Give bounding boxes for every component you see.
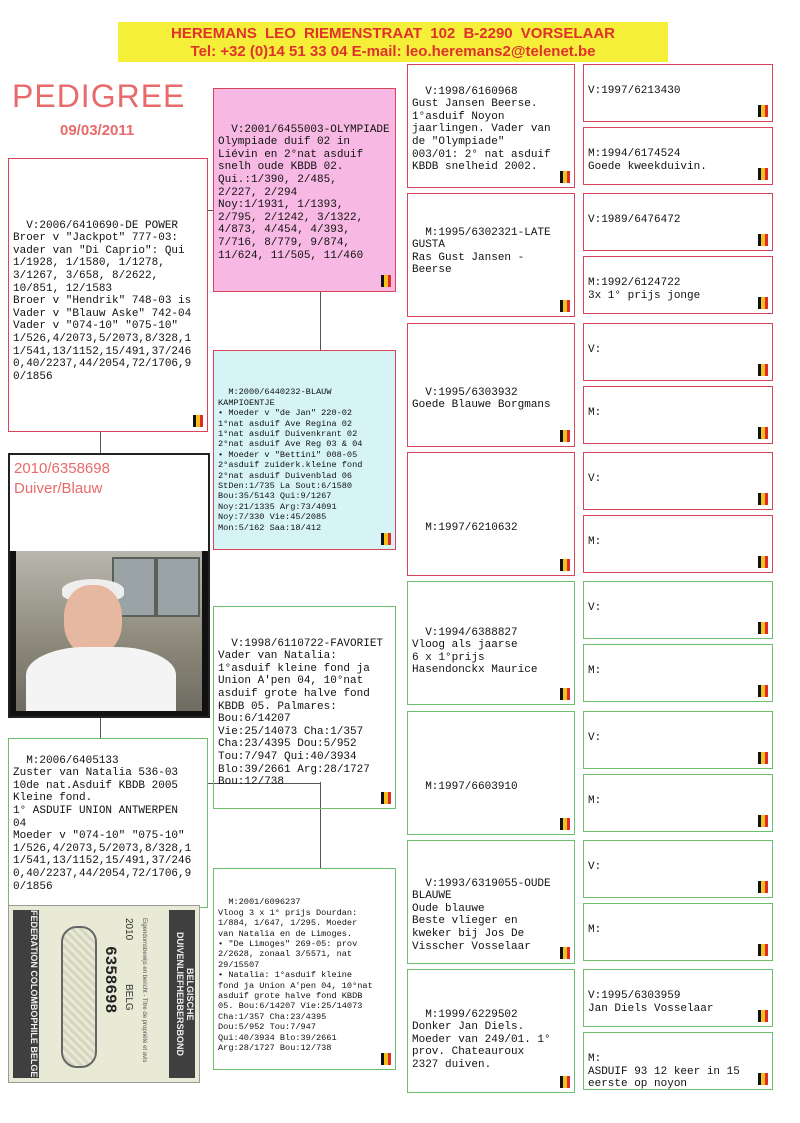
- belgian-flag-icon: [381, 792, 391, 804]
- gen4-text: V:: [588, 732, 602, 744]
- gen3-text: M:1997/6603910: [425, 780, 518, 793]
- gen4-text: V:: [588, 602, 602, 614]
- ring-certificate-card: [8, 905, 200, 1083]
- card-ring-number: 6358698: [101, 946, 119, 1014]
- gen4-box[interactable]: [583, 256, 773, 314]
- page-title: PEDIGREE: [12, 78, 186, 114]
- grandsire-paternal-text: V:2001/6455003-OLYMPIADE Olympiade duif 02 in Liévin en 2°nat asduif snelh oude KBDB 02. Qui.:1/390, 2/485, 2/227, 2/294 Noy:1/1931, 1/1393, 2/795, 2/1242, 3/1322, 4/873, 4/454, 4/393, 7/716, 8/779, 9/874, 11/624, 11/505, 11/460: [218, 123, 390, 262]
- belgian-flag-icon: [758, 493, 768, 505]
- gen3-box[interactable]: [407, 581, 575, 705]
- bird-description: Duiver/Blauw: [14, 480, 103, 497]
- gen4-text: M:: [588, 536, 602, 548]
- gen3-box[interactable]: [407, 840, 575, 964]
- gen4-box[interactable]: [583, 515, 773, 573]
- card-country: BELG: [123, 984, 134, 1011]
- face-shape: [64, 585, 122, 655]
- belgian-flag-icon: [381, 275, 391, 287]
- card-federation-strip: FEDERATION COLOMBOPHILE BELGE: [13, 910, 39, 1078]
- belgian-flag-icon: [758, 168, 768, 180]
- connector-line: [100, 432, 101, 453]
- gen4-box[interactable]: [583, 774, 773, 832]
- gen4-text: M:: [588, 924, 602, 936]
- belgian-flag-icon: [381, 533, 391, 545]
- breeder-address: HEREMANS LEO RIEMENSTRAAT 102 B-2290 VORSELAAR: [171, 25, 615, 42]
- gen4-text: V:: [588, 344, 602, 356]
- gen4-text: M:: [588, 407, 602, 419]
- card-fine-print: Eigendomsbewijs en bericht - Titre de propriété et avis: [141, 918, 147, 1063]
- gen3-text: V:1995/6303932 Goede Blauwe Borgmans: [412, 386, 551, 412]
- gen4-text: V:1997/6213430: [588, 85, 681, 97]
- belgian-flag-icon: [758, 556, 768, 568]
- gen4-text: M:: [588, 665, 602, 677]
- gen4-box[interactable]: [583, 323, 773, 381]
- pedigree-date: 09/03/2011: [60, 122, 135, 139]
- card-year: 2010: [123, 918, 134, 941]
- belgian-flag-icon: [758, 944, 768, 956]
- gen4-box[interactable]: [583, 452, 773, 510]
- gen3-box[interactable]: [407, 323, 575, 447]
- gen4-box[interactable]: [583, 644, 773, 702]
- belgian-flag-icon: [560, 1076, 570, 1088]
- gen4-box[interactable]: [583, 711, 773, 769]
- gen4-box[interactable]: [583, 127, 773, 185]
- gen4-text: M:: [588, 795, 602, 807]
- gen4-box[interactable]: [583, 840, 773, 898]
- belgian-flag-icon: [758, 752, 768, 764]
- grandsire-paternal-box[interactable]: [213, 88, 396, 292]
- card-seal: [61, 926, 97, 1068]
- gen4-text: V:1989/6476472: [588, 214, 681, 226]
- belgian-flag-icon: [758, 815, 768, 827]
- gen3-text: V:1998/6160968 Gust Jansen Beerse. 1°asduif Noyon jaarlingen. Vader van de "Olympiade" 003/01: 2° nat asduif KBDB snelheid 2002.: [412, 85, 551, 174]
- granddam-maternal-text: M:2001/6096237 Vloog 3 x 1° prijs Dourdan: 1/884, 1/647, 1/295. Moeder van Natalia en de Limoges. • "De Limoges" 269-05: prov 2/2628, zonaal 3/5571, nat 29/15507 • Natalia: 1°asduif kleine fond ja Union A'pen 04, 10°nat asduif grote halve fond KBDB 05. Bou:6/14207 Vie:25/14073 Cha:1/357 Cha:23/4395 Dou:5/952 Tou:7/947 Qui:40/3934 Blo:39/2661 Arg:28/1727 Bou:12/738: [218, 897, 373, 1054]
- breeder-contact: Tel: +32 (0)14 51 33 04 E-mail: leo.heremans2@telenet.be: [190, 43, 596, 60]
- belgian-flag-icon: [560, 559, 570, 571]
- gen3-text: M:1995/6302321-LATE GUSTA Ras Gust Jansen - Beerse: [412, 226, 551, 277]
- gen3-box[interactable]: [407, 711, 575, 835]
- belgian-flag-icon: [560, 171, 570, 183]
- granddam-paternal-box[interactable]: [213, 350, 396, 550]
- father-box[interactable]: [8, 158, 208, 432]
- photo-caption-area: [10, 455, 208, 551]
- shirt-shape: [26, 647, 176, 711]
- gen4-box[interactable]: [583, 386, 773, 444]
- gen4-text: V:: [588, 861, 602, 873]
- mother-box[interactable]: [8, 738, 208, 908]
- bird-ring-number: [14, 459, 110, 499]
- belgian-flag-icon: [758, 427, 768, 439]
- gen4-text: M:1992/6124722 3x 1° prijs jonge: [588, 277, 701, 302]
- card-bond-strip: BELGISCHE DUIVENLIEFHEBBERSBOND: [169, 910, 195, 1078]
- belgian-flag-icon: [381, 1053, 391, 1065]
- gen4-box[interactable]: [583, 1032, 773, 1090]
- belgian-flag-icon: [758, 234, 768, 246]
- gen4-text: V:: [588, 473, 602, 485]
- gen3-text: M:1999/6229502 Donker Jan Diels. Moeder van 249/01. 1° prov. Chateauroux 2327 duiven.: [412, 1008, 551, 1071]
- belgian-flag-icon: [758, 685, 768, 697]
- gen4-box[interactable]: [583, 969, 773, 1027]
- granddam-maternal-box[interactable]: [213, 868, 396, 1070]
- granddam-paternal-text: M:2000/6440232-BLAUW KAMPIOENTJE • Moeder v "de Jan" 220-02 1°nat asduif Ave Regina 02 1°nat asduif Duivenkrant 02 2°nat asduif Ave Reg 03 & 04 • Moeder v "Bettini" 008-05 2°asduif zuiderk.kleine fond 2°nat asduif Duivenblad 06 StDen:1/735 La Sout:6/1580 Bou:35/5143 Qui:9/1267 Noy:21/1335 Arg:73/4091 Noy:7/330 Vie:45/2085 Mon:5/162 Saa:18/412: [218, 387, 363, 533]
- window-shape: [156, 557, 200, 617]
- gen4-text: V:1995/6303959 Jan Diels Vosselaar: [588, 990, 714, 1015]
- belgian-flag-icon: [758, 364, 768, 376]
- mother-text: M:2006/6405133 Zuster van Natalia 536-03 10de nat.Asduif KBDB 2005 Kleine fond. 1° ASDUIF UNION ANTWERPEN 04 Moeder v "074-10" "075-10" 1/526,4/2073,5/2073,8/328,1 1/541,13/1152,15/491,37/246 0,40/2237,44/2054,72/1706,9 0/1856: [13, 754, 192, 893]
- belgian-flag-icon: [758, 622, 768, 634]
- gen3-box[interactable]: [407, 969, 575, 1093]
- father-text: V:2006/6410690-DE POWER Broer v "Jackpot" 777-03: vader van "Di Caprio": Qui 1/1928, 1/1580, 1/1278, 3/1267, 3/658, 8/2622, 10/851, 12/1583 Broer v "Hendrik" 748-03 is Vader v "Blauw Aske" 742-04 Vader v "074-10" "075-10" 1/526,4/2073,5/2073,8/328,1 1/541,13/1152,15/491,37/246 0,40/2237,44/2054,72/1706,9 0/1856: [13, 219, 192, 383]
- belgian-flag-icon: [560, 300, 570, 312]
- gen3-box[interactable]: [407, 452, 575, 576]
- belgian-flag-icon: [193, 415, 203, 427]
- gen4-box[interactable]: [583, 193, 773, 251]
- gen3-text: V:1993/6319055-OUDE BLAUWE Oude blauwe Beste vlieger en kweker bij Jos De Visscher Vosselaar: [412, 877, 551, 953]
- grandsire-maternal-text: V:1998/6110722-FAVORIET Vader van Natalia: 1°asduif kleine fond ja Union A'pen 04, 10°nat asduif grote halve fond KBDB 05. Palmares: Bou:6/14207 Vie:25/14073 Cha:1/357 Cha:23/4395 Dou:5/952 Tou:7/947 Qui:40/3934 Blo:39/2661 Arg:28/1727 Bou:12/738: [218, 637, 384, 789]
- bird-ring-text: 2010/6358698: [14, 460, 110, 477]
- belgian-flag-icon: [758, 105, 768, 117]
- bird-photo-panel: [8, 453, 210, 718]
- connector-line: [320, 292, 321, 350]
- breeder-photo: [16, 551, 202, 711]
- gen4-text: M:1994/6174524 Goede kweekduivin.: [588, 148, 707, 173]
- belgian-flag-icon: [758, 1073, 768, 1085]
- gen3-text: V:1994/6388827 Vloog als jaarse 6 x 1°prijs Hasendonckx Maurice: [412, 626, 538, 677]
- belgian-flag-icon: [560, 430, 570, 442]
- gen4-box[interactable]: [583, 64, 773, 122]
- gen4-box[interactable]: [583, 903, 773, 961]
- breeder-header: [118, 22, 668, 62]
- gen3-text: M:1997/6210632: [425, 521, 518, 534]
- belgian-flag-icon: [560, 818, 570, 830]
- belgian-flag-icon: [758, 297, 768, 309]
- connector-line: [100, 718, 101, 738]
- grandsire-maternal-box[interactable]: [213, 606, 396, 809]
- gen3-box[interactable]: [407, 64, 575, 188]
- gen4-text: M: ASDUIF 93 12 keer in 15 eerste op noyon: [588, 1053, 740, 1090]
- gen3-box[interactable]: [407, 193, 575, 317]
- belgian-flag-icon: [758, 1010, 768, 1022]
- belgian-flag-icon: [758, 881, 768, 893]
- belgian-flag-icon: [560, 688, 570, 700]
- gen4-box[interactable]: [583, 581, 773, 639]
- belgian-flag-icon: [560, 947, 570, 959]
